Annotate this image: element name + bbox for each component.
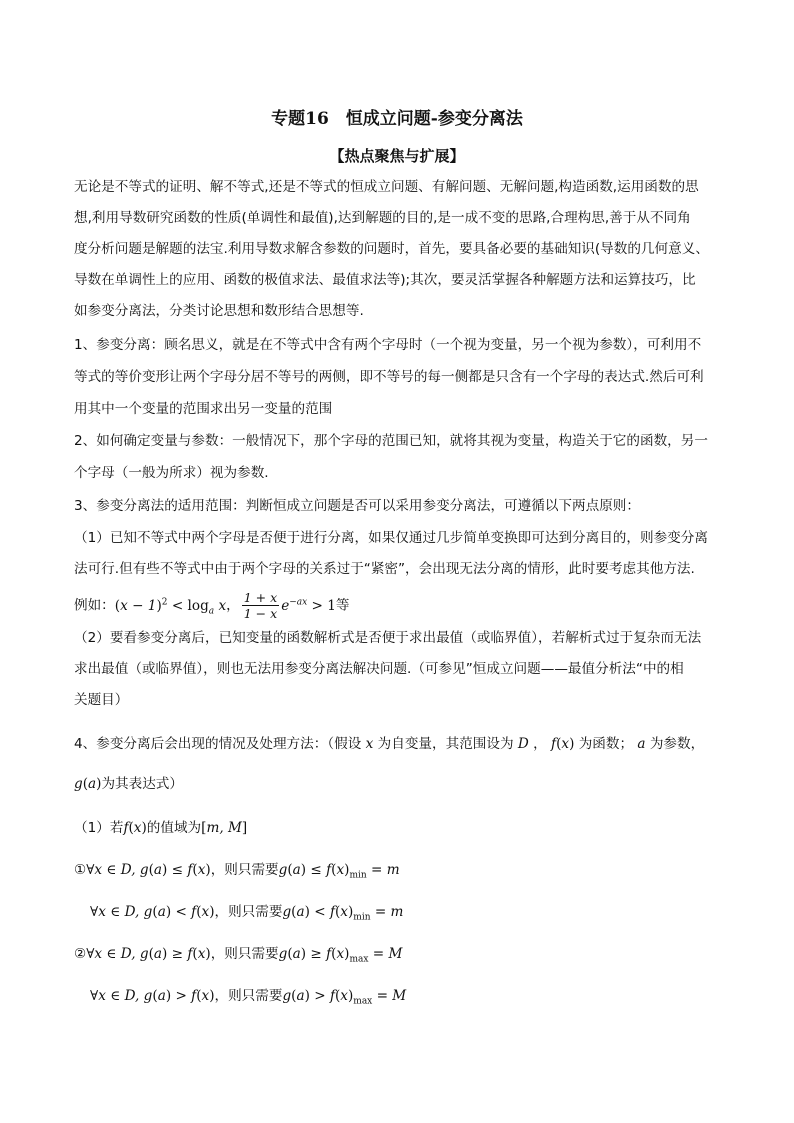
circled-number: ①: [74, 862, 87, 878]
formula: $g(a) \ge f(x)_{max} = M$: [278, 946, 403, 965]
paragraph-line: 度分析问题是解题的法宝.利用导数求解含参数的问题时，首先，要具备必要的基础知识(导数的几何意义、: [74, 241, 709, 257]
paragraph-line: 4、参变分离后会出现的情况及处理方法：（假设 x 为自变量，其范围设为 D ， f(x) 为函数； a 为参数，: [74, 736, 705, 752]
text-segment: 为参数，: [649, 736, 705, 752]
formula: ∀x ∈ D, g(a) < f(x): [90, 904, 215, 920]
paragraph-line: [74, 775, 183, 793]
variable-x: x: [361, 736, 378, 752]
rule-line: [74, 861, 400, 885]
paragraph-line: 无论是不等式的证明、解不等式,还是不等式的恒成立问题、有解问题、无解问题,构造函数,运用函数的思: [74, 179, 699, 195]
formula-exp-inequality: $e^{-ax} > 1$: [281, 597, 336, 614]
circled-number: ②: [74, 946, 87, 962]
function-fx: f(x): [546, 736, 575, 752]
paragraph-line: 求出最值（或临界值），则也无法用参变分离法解决问题.（可参见”恒成立问题——最值分析法“中的相: [74, 661, 684, 677]
rule-line: [74, 945, 402, 969]
text-segment: 为函数；: [578, 736, 634, 752]
paragraph-line: 法可行.但有些不等式中由于两个字母的关系过于“紧密”，会出现无法分离的情形，此时要考虑其他方法.: [74, 561, 695, 577]
case-heading: [74, 819, 247, 837]
formula: $g(a) < f(x)_{min} = m$: [282, 904, 404, 923]
text-segment: ，则只需要: [210, 946, 279, 962]
rule-line: [90, 903, 403, 927]
text-segment: 的值域为: [146, 820, 202, 836]
paragraph-line: 3、参变分离法的适用范围：判断恒成立问题是否可以采用参变分离法，可遵循以下两点原则：: [74, 498, 640, 514]
text-segment: 为自变量，其范围设为: [377, 736, 514, 752]
paragraph-line: 1、参变分离：顾名思义，就是在不等式中含有两个字母时（一个视为变量，另一个视为参数），可利用不: [74, 337, 702, 353]
text-segment: 4、参变分离后会出现的情况及处理方法：（假设: [74, 736, 362, 752]
paragraph-line: 如参变分离法，分类讨论思想和数形结合思想等.: [74, 303, 364, 319]
formula: ∀x ∈ D, g(a) ≤ f(x): [86, 862, 211, 878]
text-segment: 为其表达式）: [101, 776, 183, 792]
formula: $g(a) \le f(x)_{min} = m$: [278, 862, 400, 881]
text-segment: ，则只需要: [214, 988, 283, 1004]
range-mM: [m, M]: [201, 820, 248, 836]
variable-a: a: [633, 736, 650, 752]
paragraph-line: 等式的等价变形让两个字母分居不等号的两侧，即不等号的每一侧都是只含有一个字母的表达式.然后可利: [74, 369, 704, 385]
formula-log-inequality: $(x - 1)^2 < \log_a x$: [114, 597, 227, 617]
section-heading: 【热点聚焦与扩展】: [329, 147, 465, 165]
example-line: 例如：$(x - 1)^2 < \log_a x$， $\frac{1 + x}{1 - x}$ $e^{-ax} > 1$等: [74, 590, 350, 622]
variable-D: D: [513, 736, 534, 752]
example-end: 等: [335, 597, 350, 614]
paragraph-line: 想,利用导数研究函数的性质(单调性和最值),达到解题的目的,是一成不变的思路,合理构思,善于从不同角: [74, 210, 691, 226]
text-segment: （1）若: [74, 820, 124, 836]
text-segment: ，则只需要: [210, 862, 279, 878]
paragraph-line: （1）已知不等式中两个字母是否便于进行分离，如果仅通过几步简单变换即可达到分离目的，则参变分离: [74, 530, 708, 546]
paragraph-line: 个字母（一般为所求）视为参数.: [74, 465, 269, 481]
text-segment: ，则只需要: [214, 904, 283, 920]
fraction: $\frac{1 + x}{1 - x}$: [243, 590, 278, 622]
formula: $g(a) > f(x)_{max} = M$: [282, 988, 407, 1007]
page-title: 专题16 恒成立问题-参变分离法: [271, 109, 523, 129]
example-label: 例如：: [74, 597, 115, 614]
paragraph-line: （2）要看参变分离后，已知变量的函数解析式是否便于求出最值（或临界值），若解析式过于复杂而无法: [74, 630, 702, 646]
formula: ∀x ∈ D, g(a) > f(x): [90, 988, 215, 1004]
function-ga: g(a): [74, 776, 102, 792]
function-fx: f(x): [123, 820, 147, 836]
paragraph-line: 用其中一个变量的范围求出另一变量的范围: [74, 401, 333, 417]
rule-line: [90, 987, 406, 1011]
formula: ∀x ∈ D, g(a) ≥ f(x): [86, 946, 211, 962]
paragraph-line: 2、如何确定变量与参数：一般情况下，那个字母的范围已知，就将其视为变量，构造关于它的函数，另一: [74, 433, 708, 449]
paragraph-line: 导数在单调性上的应用、函数的极值求法、最值求法等);其次，要灵活掌握各种解题方法和运算技巧，比: [74, 272, 696, 288]
paragraph-line: 关题目）: [74, 692, 129, 708]
